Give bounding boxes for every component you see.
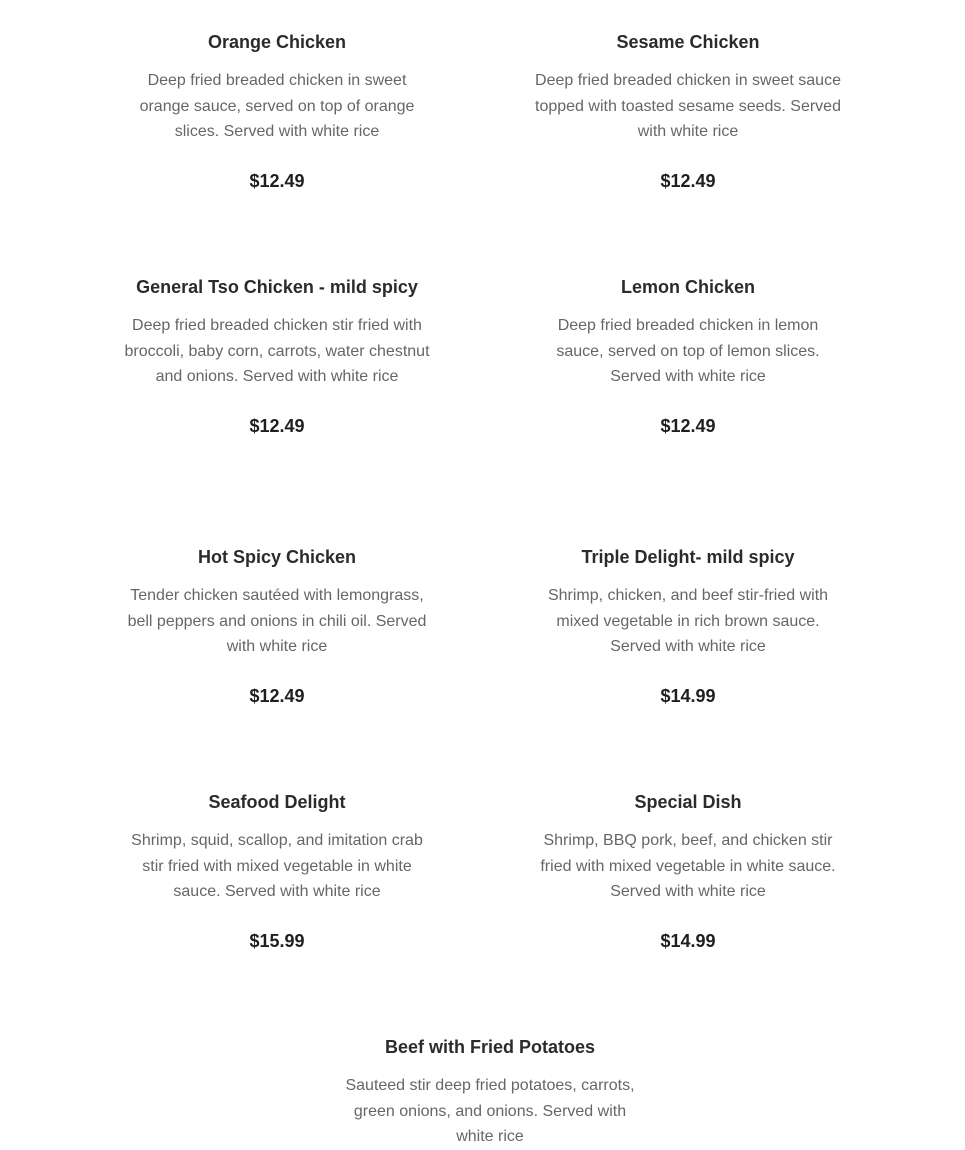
item-name: Orange Chicken xyxy=(207,32,347,52)
item-price: $12.49 xyxy=(249,171,305,192)
item-name: General Tso Chicken - mild spicy xyxy=(136,277,418,297)
item-description: Deep fried breaded chicken in sweet sauce topped with toasted sesame seeds. Served with white rice xyxy=(535,72,841,141)
item-price: $14.99 xyxy=(660,686,716,707)
item-name: Triple Delight- mild spicy xyxy=(581,547,795,567)
item-price: $12.49 xyxy=(249,686,305,707)
menu-item-sesame-chicken[interactable] xyxy=(533,31,843,192)
item-price: $14.99 xyxy=(660,931,716,952)
item-description: Sauteed stir deep fried potatoes, carrots, green onions, and onions. Served with white rice xyxy=(345,1077,635,1146)
menu-item-hot-spicy-chicken[interactable] xyxy=(122,546,432,707)
menu-item-general-tso-chicken[interactable] xyxy=(122,276,432,437)
item-name: Special Dish xyxy=(634,792,742,812)
item-name: Lemon Chicken xyxy=(620,277,756,297)
item-name: Seafood Delight xyxy=(208,792,346,812)
item-price: $12.49 xyxy=(660,171,716,192)
menu-item-lemon-chicken[interactable] xyxy=(533,276,843,437)
item-description: Deep fried breaded chicken stir fried with broccoli, baby corn, carrots, water chestnut and onions. Served with white rice xyxy=(124,317,430,386)
item-price: $12.49 xyxy=(249,416,305,437)
menu-item-special-dish[interactable] xyxy=(533,791,843,952)
menu-item-seafood-delight[interactable] xyxy=(122,791,432,952)
item-price: $15.99 xyxy=(249,931,305,952)
item-description: Deep fried breaded chicken in lemon sauce, served on top of lemon slices. Served with white rice xyxy=(556,317,820,386)
menu-item-triple-delight[interactable] xyxy=(533,546,843,707)
menu-item-orange-chicken[interactable] xyxy=(122,31,432,192)
item-description: Tender chicken sautéed with lemongrass, bell peppers and onions in chili oil. Served with white rice xyxy=(127,587,427,656)
item-description: Shrimp, BBQ pork, beef, and chicken stir fried with mixed vegetable in white sauce. Served with white rice xyxy=(540,832,836,901)
item-description: Shrimp, squid, scallop, and imitation crab stir fried with mixed vegetable in white sauce. Served with white rice xyxy=(131,832,423,901)
item-price: $12.49 xyxy=(660,416,716,437)
item-description: Shrimp, chicken, and beef stir-fried with mixed vegetable in rich brown sauce. Served with white rice xyxy=(547,587,829,656)
menu-item-beef-with-fried-potatoes[interactable] xyxy=(335,1036,645,1150)
item-name: Sesame Chicken xyxy=(616,32,760,52)
item-name: Hot Spicy Chicken xyxy=(197,547,357,567)
item-name: Beef with Fried Potatoes xyxy=(384,1037,596,1057)
item-description: Deep fried breaded chicken in sweet orange sauce, served on top of orange slices. Served with white rice xyxy=(139,72,415,141)
